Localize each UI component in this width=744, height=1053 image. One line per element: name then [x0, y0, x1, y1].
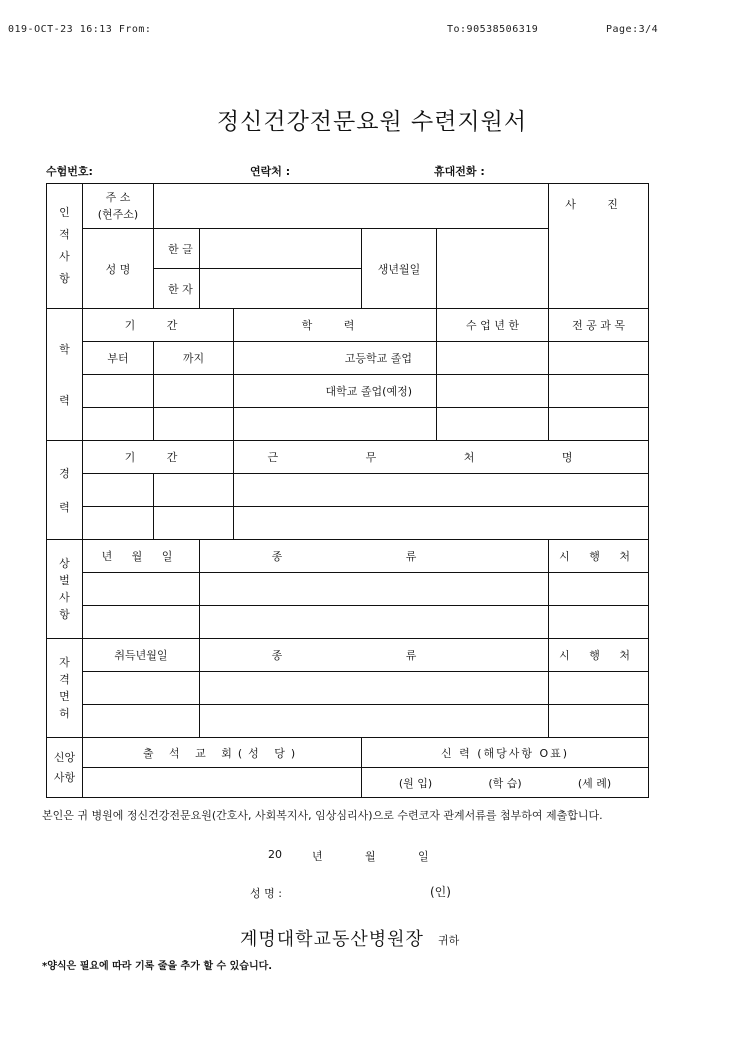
edu-major-header: 전 공 과 목: [549, 309, 649, 342]
hangul-label: 한 글: [154, 229, 200, 269]
religion-church-header: 출 석 교 회(성 당): [83, 738, 362, 768]
edu-extra-from-field[interactable]: [83, 408, 154, 441]
contact-label: 연락처 :: [250, 165, 291, 178]
name-hanja-field[interactable]: [200, 269, 362, 309]
name-hangul-field[interactable]: [200, 229, 362, 269]
edu-university: 대학교 졸업(예정): [234, 375, 437, 408]
photo-box: 사 진: [549, 184, 649, 309]
awards-type-field-2[interactable]: [200, 606, 549, 639]
career-workplace-field[interactable]: [234, 474, 649, 507]
exam-number-label: 수험번호:: [46, 165, 93, 178]
career-from-field[interactable]: [83, 474, 154, 507]
edu-univ-from-field[interactable]: [83, 375, 154, 408]
edu-extra-history-field[interactable]: [234, 408, 437, 441]
edu-univ-to-field[interactable]: [154, 375, 234, 408]
section-license-label: 자 격 면 허: [47, 639, 83, 738]
license-date-header: 취득년월일: [83, 639, 200, 672]
birthdate-label: 생년월일: [362, 229, 437, 309]
license-date-field-2[interactable]: [83, 705, 200, 738]
date-year-unit: 년: [312, 850, 323, 863]
signature-name-label: 성 명 :: [250, 887, 282, 900]
career-from-field-2[interactable]: [83, 507, 154, 540]
license-type-field[interactable]: [200, 672, 549, 705]
edu-extra-to-field[interactable]: [154, 408, 234, 441]
address-label: 주 소 (현주소): [83, 184, 154, 229]
edu-extra-major-field[interactable]: [549, 408, 649, 441]
license-date-field[interactable]: [83, 672, 200, 705]
awards-issuer-header: 시 행 처: [549, 540, 649, 573]
mobile-label: 휴대전화 :: [434, 165, 485, 178]
birthdate-field[interactable]: [437, 229, 549, 309]
application-form-table: [46, 183, 649, 798]
fax-timestamp: 019-OCT-23 16:13 From:: [8, 24, 152, 35]
hanja-label: 한 자: [154, 269, 200, 309]
edu-from-label: 부터: [83, 342, 154, 375]
license-type-header: 종 류: [200, 639, 549, 672]
career-period-header: 기 간: [83, 441, 234, 474]
awards-date-field-2[interactable]: [83, 606, 200, 639]
license-issuer-field-2[interactable]: [549, 705, 649, 738]
license-type-field-2[interactable]: [200, 705, 549, 738]
edu-period-header: 기 간: [83, 309, 234, 342]
awards-date-header: 년 월 일: [83, 540, 200, 573]
recipient-name: 계명대학교동산병원장: [240, 929, 424, 950]
faith-baptism-option[interactable]: (원 입): [398, 776, 433, 790]
date-year: 20: [268, 848, 282, 861]
edu-univ-major-field[interactable]: [549, 375, 649, 408]
page-title: 정신건강전문요원 수련지원서: [216, 109, 528, 135]
edu-hs-major-field[interactable]: [549, 342, 649, 375]
section-career-label: 경 력: [47, 441, 83, 540]
signature-seal: (인): [430, 885, 451, 899]
edu-extra-years-field[interactable]: [437, 408, 549, 441]
edu-high-school: 고등학교 졸업: [234, 342, 437, 375]
declaration-text: 본인은 귀 병원에 정신건강전문요원(간호사, 사회복지사, 임상심리사)으로 수련코자 관계서류를 첨부하여 제출합니다.: [42, 809, 603, 822]
faith-confirmation-option[interactable]: (세 례): [577, 776, 612, 790]
edu-to-label: 까지: [154, 342, 234, 375]
fax-to: To:90538506319: [447, 24, 539, 35]
career-to-field[interactable]: [154, 474, 234, 507]
religion-church-field[interactable]: [83, 768, 362, 798]
license-issuer-header: 시 행 처: [549, 639, 649, 672]
recipient-suffix: 귀하: [438, 934, 460, 947]
edu-univ-years-field[interactable]: [437, 375, 549, 408]
career-workplace-header: 근 무 처 명: [234, 441, 649, 474]
faith-catechumen-option[interactable]: (학 습): [488, 776, 522, 790]
religion-faith-header: 신 력 (해당사항 O표): [362, 738, 649, 768]
date-day-unit: 일: [418, 850, 429, 863]
section-personal-label: 인적사항: [47, 184, 83, 309]
section-religion-label: 신앙 사항: [47, 738, 83, 798]
awards-issuer-field[interactable]: [549, 573, 649, 606]
edu-hs-years-field[interactable]: [437, 342, 549, 375]
section-education-label: 학 력: [47, 309, 83, 441]
edu-history-header: 학 력: [234, 309, 437, 342]
awards-issuer-field-2[interactable]: [549, 606, 649, 639]
awards-date-field[interactable]: [83, 573, 200, 606]
edu-years-header: 수 업 년 한: [437, 309, 549, 342]
awards-type-header: 종 류: [200, 540, 549, 573]
footnote: *양식은 필요에 따라 기록 줄을 추가 할 수 있습니다.: [42, 961, 273, 972]
career-to-field-2[interactable]: [154, 507, 234, 540]
section-awards-label: 상 벌 사 항: [47, 540, 83, 639]
religion-faith-options: [362, 768, 649, 798]
address-field[interactable]: [154, 184, 549, 229]
career-workplace-field-2[interactable]: [234, 507, 649, 540]
date-month-unit: 월: [365, 850, 376, 863]
name-label: 성 명: [83, 229, 154, 309]
license-issuer-field[interactable]: [549, 672, 649, 705]
awards-type-field[interactable]: [200, 573, 549, 606]
fax-page: Page:3/4: [606, 24, 659, 35]
